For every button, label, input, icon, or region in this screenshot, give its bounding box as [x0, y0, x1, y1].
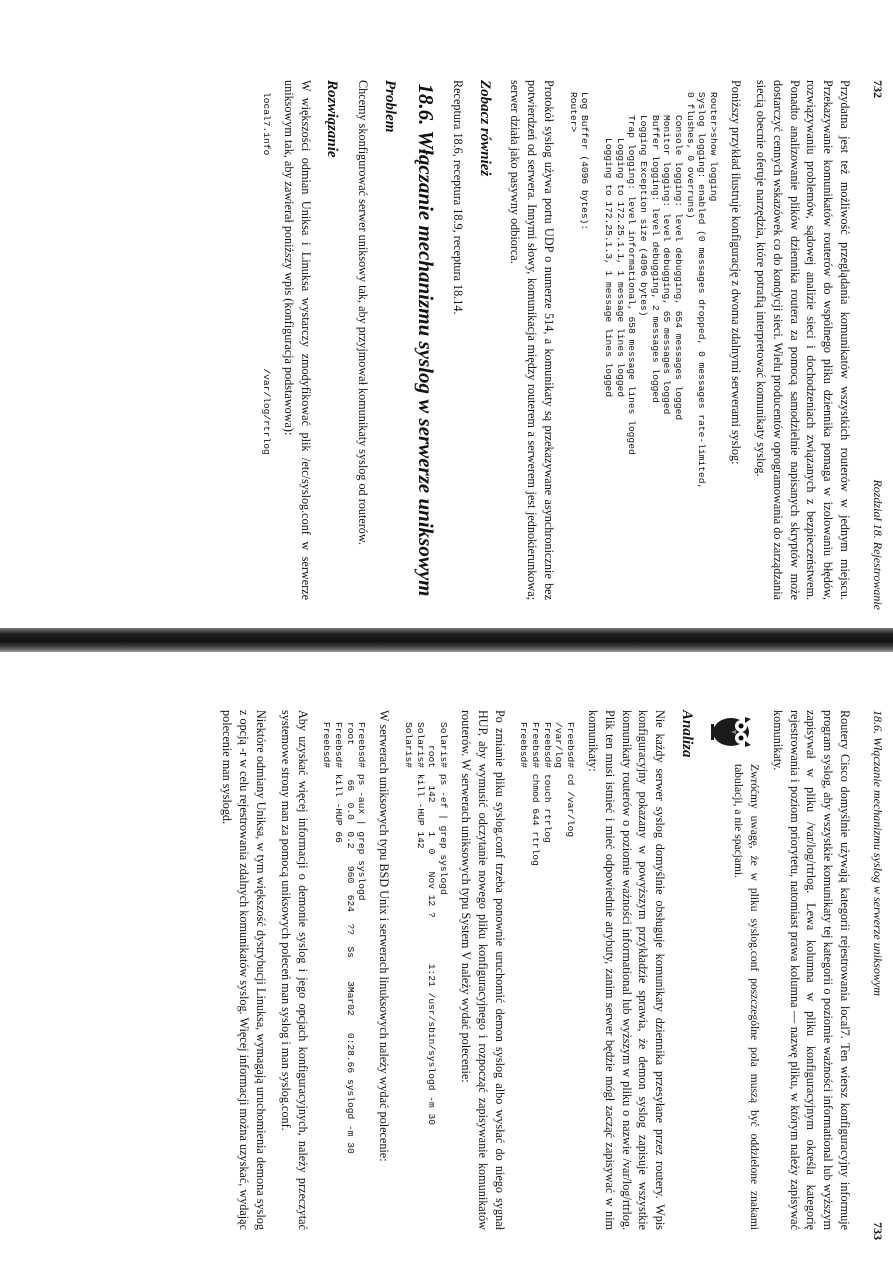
owl-icon [709, 710, 761, 754]
see-also-text: Receptura 18.6, receptura 18.9, receptura 18.14. [450, 80, 465, 315]
left-page-number: 732 [871, 80, 885, 98]
solution-heading: Rozwiązanie [324, 80, 341, 158]
problem-heading: Problem [381, 80, 398, 133]
see-also-heading: Zobacz również [476, 80, 493, 177]
touch-rtrlog-code: Freebsd# cd /var/log /var/log Freebsd# touch rtrlog Freebsd# chmod 644 rtrlog Freebsd# [518, 722, 577, 866]
tip-note-text: Zwróćmy uwagę, że w pliku syslog.conf poszczególne pola muszą być oddzielone znakami tabulacji, a nie spacjami. [732, 764, 760, 1230]
bsd-paragraph: W serwerach uniksowych typu BSD Unix i serwerach linuksowych należy wydać polecenie: [377, 710, 392, 1162]
left-running-head: Rozdział 18. Rejestrowanie [871, 479, 885, 610]
udp-paragraph: Protokół syslog używa portu UDP o numerze 514, a komunikaty są przekazywane asynchronicznie bez potwierdzeń od serwera. Innymi słowy, komunikacja między routerem a serwerem jest jednokierunkowa; serwer działa jako pasywny odbiorca. [508, 80, 557, 600]
right-page-number: 733 [871, 1222, 885, 1240]
problem-text: Chcemy skonfigurować serwer uniksowy tak, aby przyjmował komunikaty syslog od routerów. [356, 80, 371, 545]
tip-note [709, 710, 761, 1230]
local7-code: local7.info /var/log/rtrlog [260, 92, 272, 455]
right-page-header [865, 710, 889, 1240]
left-page [0, 30, 893, 630]
solution-text: W większości odmian Uniksa i Linuksa wystarczy zmodyfikować plik /etc/syslog.conf w serwerze uniksowym tak, aby zawierał poniższy wpis (konfiguracja podstawowa): [281, 80, 313, 600]
analysis-heading: Analiza [678, 710, 695, 758]
right-running-head: 18.6. Włączanie mechanizmu syslog w serwerze uniksowym [871, 710, 885, 996]
section-title: 18.6. Włączanie mechanizmu syslog w serwerze uniksowym [414, 83, 439, 597]
right-page [0, 660, 893, 1260]
hup-paragraph: Po zmianie pliku syslog.conf trzeba ponownie uruchomić demon syslog albo wysłać do niego sygnał HUP, aby wymusić odczytanie nowego pliku konfiguracyjnego i rozpocząć zapisywanie komunikatów routerów. W serwerach uniksowych typu System V należy wydać polecenie: [458, 710, 507, 1230]
example-intro: Poniższy przykład ilustruje konfigurację z dwoma zdalnymi serwerami syslog: [729, 80, 744, 465]
analysis-paragraph: Nie każdy serwer syslog domyślnie obsługuje komunikaty dziennika przesyłane przez routery. Wpis konfiguracyjny pokazany w powyższym przykładzie sprawia, że demon syslog zapisuje wszystkie komunikaty routerów o poziomie ważności informational lub wyższym w pliku o nazwie /var/log/rtrlog. Plik ten musi istnieć i mieć odpowiednie atrybuty, zanim serwer będzie mógł zacząć zapisywać w nim komunikaty: [585, 710, 668, 1230]
left-intro-paragraph: Przydatna jest też możliwość przeglądania komunikatów wszystkich routerów w jednym miejscu. Przekazywanie komunikatów routerów do wspólnego pliku dziennika pomaga w izolowaniu błędów, rozwiązywaniu problemów, sądowej analizie sieci i dochodzeniach związanych z bezpieczeństwem. Ponadto analizowanie plików dziennika routera za pomocą samodzielnie napisanych skryptów może dostarczyć cennych wskazówek co do kondycji sieci. Wielu producentów oprogramowania do zarządzania siecią obecnie oferuje narzędzia, które potrafią interpretować komunikaty syslog. [753, 80, 852, 600]
right-intro-paragraph: Routery Cisco domyślnie używają kategorii rejestrowania local7. Ten wiersz konfiguracyjny informuje program syslog, aby wszystkie komunikaty tej kategorii o poziomie ważności informational lub wyższym zapisywał w pliku /var/log/rtrlog. Lewa kolumna w pliku konfiguracyjnym określa kategorię rejestrowania i poziom priorytetu, natomiast prawa kolumna — nazwę pliku, w którym należy zapisywać komunikaty. [770, 710, 852, 1230]
show-logging-code: Router>show logging Syslog logging: enabled (0 messages dropped, 0 messages rate-limited, 0 flushes, 0 overruns) Console logging: level debugging, 654 messages logged Monitor logging: level debugging, 65 messages logged Buffer logging: level debugging, 2 messages logged Logging Exception size (4096 bytes) Trap logging: level informational, 658 message lines logged Logging to 172.25.1.1, 1 message lines logged Logging to 172.25.1.3, 1 message lines logged Log Buffer (4096 bytes): Router> [567, 92, 720, 490]
left-page-header [865, 80, 889, 610]
book-gutter-shadow [0, 628, 893, 652]
right-page-body [210, 710, 853, 1230]
solaris-code: Solaris# ps -ef | grep syslogd root 142 1 0 Nov 12 ? 1:21 /usr/sbin/syslogd -m 30 Solaris# kill -HUP 142 Solaris# [402, 722, 450, 1126]
freebsd-code: Freebsd# ps -aux | grep syslogd root 66 0.0 0.2 960 624 ?? Ss 3Mar02 0:28.66 syslogd -m 30 Freebsd# kill -HUP 66 Freebsd# [321, 722, 368, 1154]
linux-paragraph: Niektóre odmiany Uniksa, w tym większość dystrybucji Linuksa, wymagają uruchomienia demona syslog z opcją -r w celu rejestrowania zdalnych komunikatów syslog. Więcej informacji można uzyskać, wydając polecenie man syslogd. [220, 710, 268, 1230]
left-page-body [250, 80, 853, 600]
man-paragraph: Aby uzyskać więcej informacji o demonie syslog i jego opcjach konfiguracyjnych, należy przeczytać systemowe strony man za pomocą uniksowych poleceń man syslog i man syslog.conf. [278, 710, 310, 1230]
